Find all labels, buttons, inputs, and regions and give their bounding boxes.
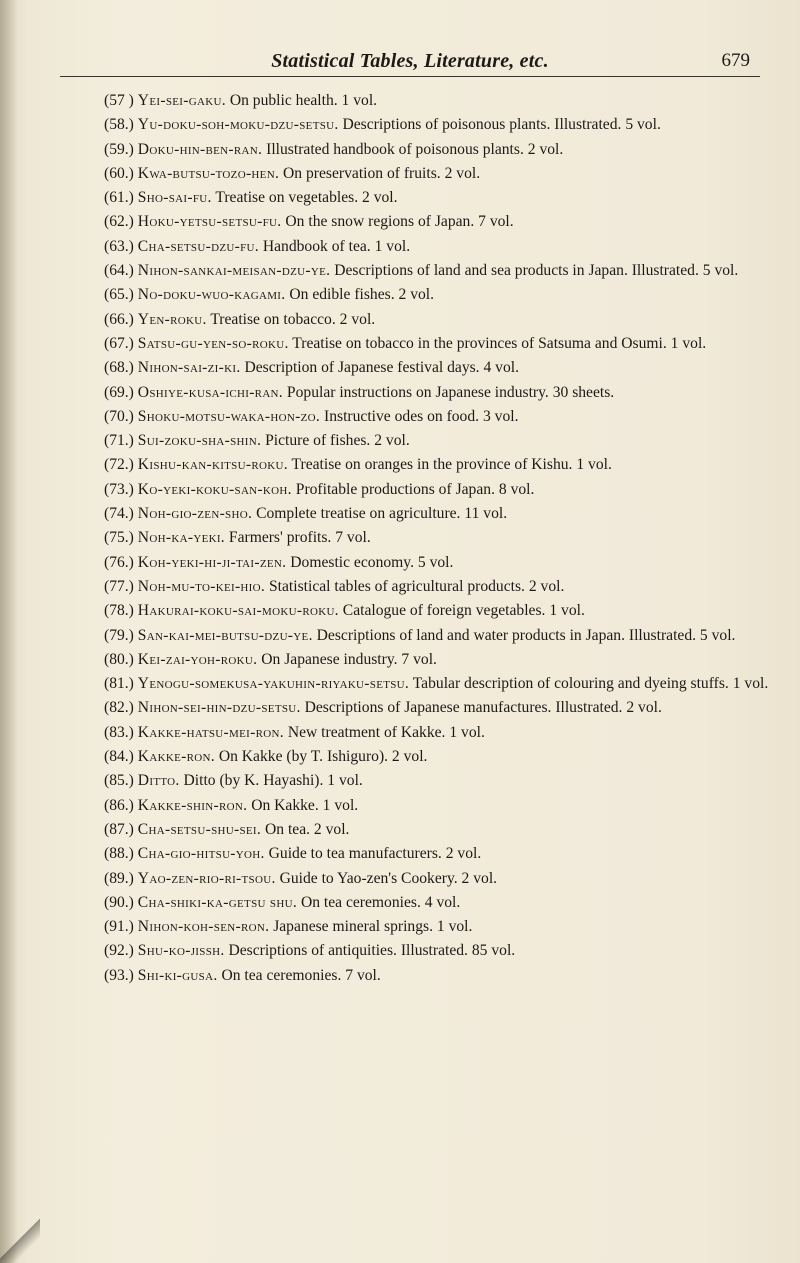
entry-number: (86.) bbox=[104, 796, 134, 814]
list-item bbox=[78, 382, 774, 403]
entry-description: Ditto (by K. Hayashi). 1 vol. bbox=[183, 772, 363, 790]
entry-number: (57 ) bbox=[104, 92, 134, 109]
entry-title: Shoku-motsu-waka-hon-zo. bbox=[137, 407, 321, 425]
entry-title: Kakke-ron. bbox=[137, 748, 215, 766]
entry-title: Ditto. bbox=[137, 772, 180, 790]
list-item bbox=[78, 697, 774, 718]
page-number: 679 bbox=[721, 50, 750, 71]
entry-number: (90.) bbox=[104, 893, 134, 911]
entry-title: Hakurai-koku-sai-moku-roku. bbox=[137, 602, 339, 620]
list-item bbox=[78, 236, 774, 257]
entry-number: (72.) bbox=[104, 456, 134, 474]
list-item bbox=[78, 940, 774, 961]
list-item bbox=[78, 357, 774, 378]
list-item bbox=[78, 795, 774, 816]
entry-description: Treatise on tobacco. 2 vol. bbox=[210, 310, 376, 328]
entry-number: (81.) bbox=[104, 675, 134, 693]
entry-number: (71.) bbox=[104, 432, 134, 450]
entry-number: (60.) bbox=[104, 164, 134, 182]
list-item bbox=[78, 284, 774, 305]
entry-description: Descriptions of land and water products in Japan. Illustrated. 5 vol. bbox=[316, 626, 736, 644]
entry-title: San-kai-mei-butsu-dzu-ye. bbox=[137, 626, 313, 644]
list-item bbox=[78, 770, 774, 791]
entry-description: Guide to Yao-zen's Cookery. 2 vol. bbox=[279, 869, 498, 887]
entry-number: (69.) bbox=[104, 383, 134, 401]
entry-number: (89.) bbox=[104, 869, 134, 887]
entry-number: (66.) bbox=[104, 310, 134, 328]
entry-number: (92.) bbox=[104, 942, 134, 960]
entry-description: Domestic economy. 5 vol. bbox=[290, 553, 454, 571]
list-item bbox=[78, 114, 774, 135]
entry-title: Shu-ko-jissh. bbox=[137, 942, 225, 960]
entry-title: Doku-hin-ben-ran. bbox=[137, 140, 263, 158]
entry-title: Yei-sei-gaku. bbox=[137, 92, 226, 109]
entry-title: Yen-roku. bbox=[137, 310, 207, 328]
entry-number: (58.) bbox=[104, 116, 134, 134]
entry-title: Nihon-sei-hin-dzu-setsu. bbox=[137, 699, 301, 717]
entry-description: Descriptions of Japanese manufactures. Illustrated. 2 vol. bbox=[304, 699, 662, 717]
list-item bbox=[78, 916, 774, 937]
entry-number: (79.) bbox=[104, 626, 134, 644]
entry-number: (84.) bbox=[104, 748, 134, 766]
list-item bbox=[78, 625, 774, 646]
entry-title: No-doku-wuo-kagami. bbox=[137, 286, 286, 304]
running-header bbox=[60, 46, 760, 77]
entry-title: Kishu-kan-kitsu-roku. bbox=[137, 456, 288, 474]
entry-title: Oshiye-kusa-ichi-ran. bbox=[137, 383, 284, 401]
entry-number: (88.) bbox=[104, 845, 134, 863]
entry-number: (74.) bbox=[104, 505, 134, 523]
entry-title: Koh-yeki-hi-ji-tai-zen. bbox=[137, 553, 287, 571]
entry-title: Shi-ki-gusa. bbox=[137, 966, 218, 984]
list-item bbox=[78, 479, 774, 500]
entry-list bbox=[78, 90, 774, 989]
entry-number: (70.) bbox=[104, 407, 134, 425]
entry-title: Nihon-koh-sen-ron. bbox=[137, 918, 270, 936]
entry-description: Descriptions of antiquities. Illustrated. 85 vol. bbox=[228, 942, 516, 960]
list-item bbox=[78, 843, 774, 864]
entry-title: Nihon-sai-zi-ki. bbox=[137, 359, 241, 377]
list-item bbox=[78, 503, 774, 524]
entry-description: On Japanese industry. 7 vol. bbox=[261, 650, 437, 668]
entry-description: Statistical tables of agricultural products. 2 vol. bbox=[269, 577, 565, 595]
entry-description: On edible fishes. 2 vol. bbox=[289, 286, 435, 304]
entry-title: Sho-sai-fu. bbox=[137, 189, 212, 207]
entry-number: (78.) bbox=[104, 602, 134, 620]
entry-title: Cha-setsu-dzu-fu. bbox=[137, 237, 259, 255]
list-item bbox=[78, 406, 774, 427]
entry-description: On public health. 1 vol. bbox=[229, 92, 378, 109]
entry-description: Catalogue of foreign vegetables. 1 vol. bbox=[342, 602, 585, 620]
entry-number: (67.) bbox=[104, 334, 134, 352]
page-corner-shadow bbox=[0, 1203, 40, 1263]
list-item bbox=[78, 552, 774, 573]
entry-number: (93.) bbox=[104, 966, 134, 984]
entry-description: On tea ceremonies. 4 vol. bbox=[300, 893, 461, 911]
entry-number: (91.) bbox=[104, 918, 134, 936]
list-item bbox=[78, 430, 774, 451]
entry-description: Treatise on oranges in the province of Kishu. 1 vol. bbox=[291, 456, 612, 474]
entry-number: (65.) bbox=[104, 286, 134, 304]
entry-number: (64.) bbox=[104, 262, 134, 280]
entry-description: Instructive odes on food. 3 vol. bbox=[324, 407, 519, 425]
entry-description: On the snow regions of Japan. 7 vol. bbox=[285, 213, 514, 231]
entry-number: (68.) bbox=[104, 359, 134, 377]
entry-description: Picture of fishes. 2 vol. bbox=[265, 432, 410, 450]
list-item bbox=[78, 139, 774, 160]
entry-title: Kakke-shin-ron. bbox=[137, 796, 248, 814]
binding-gutter-shadow bbox=[0, 0, 18, 1263]
entry-description: Japanese mineral springs. 1 vol. bbox=[273, 918, 473, 936]
entry-number: (83.) bbox=[104, 723, 134, 741]
entry-title: Ko-yeki-koku-san-koh. bbox=[137, 480, 292, 498]
list-item bbox=[78, 673, 774, 694]
entry-description: Treatise on tobacco in the provinces of Satsuma and Osumi. 1 vol. bbox=[292, 334, 707, 352]
entry-description: On Kakke. 1 vol. bbox=[251, 796, 359, 814]
entry-description: On Kakke (by T. Ishiguro). 2 vol. bbox=[218, 748, 428, 766]
entry-title: Kwa-butsu-tozo-hen. bbox=[137, 164, 280, 182]
list-item bbox=[78, 722, 774, 743]
entry-title: Hoku-yetsu-setsu-fu. bbox=[137, 213, 282, 231]
entry-title: Kakke-hatsu-mei-ron. bbox=[137, 723, 284, 741]
entry-title: Sui-zoku-sha-shin. bbox=[137, 432, 262, 450]
entry-title: Yenogu-somekusa-yakuhin-riyaku-setsu. bbox=[137, 675, 410, 693]
entry-description: Description of Japanese festival days. 4 vol. bbox=[244, 359, 520, 377]
entry-description: Complete treatise on agriculture. 11 vol. bbox=[256, 505, 508, 523]
entry-title: Cha-shiki-ka-getsu shu. bbox=[137, 893, 298, 911]
entry-title: Cha-setsu-shu-sei. bbox=[137, 820, 262, 838]
entry-number: (75.) bbox=[104, 529, 134, 547]
entry-number: (61.) bbox=[104, 189, 134, 207]
entry-number: (77.) bbox=[104, 577, 134, 595]
list-item bbox=[78, 868, 774, 889]
entry-title: Satsu-gu-yen-so-roku. bbox=[137, 334, 289, 352]
entry-number: (87.) bbox=[104, 820, 134, 838]
entry-number: (85.) bbox=[104, 772, 134, 790]
entry-description: On tea ceremonies. 7 vol. bbox=[221, 966, 381, 984]
list-item bbox=[78, 163, 774, 184]
list-item bbox=[78, 576, 774, 597]
list-item bbox=[78, 965, 774, 986]
list-item bbox=[78, 527, 774, 548]
entry-title: Yu-doku-soh-moku-dzu-setsu. bbox=[137, 116, 339, 134]
list-item bbox=[78, 309, 774, 330]
entry-description: Handbook of tea. 1 vol. bbox=[262, 237, 411, 255]
entry-number: (59.) bbox=[104, 140, 134, 158]
list-item bbox=[78, 892, 774, 913]
entry-description: Descriptions of land and sea products in Japan. Illustrated. 5 vol. bbox=[334, 262, 739, 280]
entry-description: Descriptions of poisonous plants. Illustrated. 5 vol. bbox=[342, 116, 661, 134]
entry-number: (80.) bbox=[104, 650, 134, 668]
list-item bbox=[78, 333, 774, 354]
entry-description: Profitable productions of Japan. 8 vol. bbox=[295, 480, 535, 498]
entry-number: (76.) bbox=[104, 553, 134, 571]
entry-title: Kei-zai-yoh-roku. bbox=[137, 650, 258, 668]
entry-description: Treatise on vegetables. 2 vol. bbox=[215, 189, 398, 207]
entry-number: (62.) bbox=[104, 213, 134, 231]
list-item bbox=[78, 454, 774, 475]
list-item bbox=[78, 90, 774, 111]
entry-number: (73.) bbox=[104, 480, 134, 498]
entry-description: Illustrated handbook of poisonous plants. 2 vol. bbox=[266, 140, 564, 158]
entry-number: (63.) bbox=[104, 237, 134, 255]
list-item bbox=[78, 649, 774, 670]
list-item bbox=[78, 260, 774, 281]
entry-title: Yao-zen-rio-ri-tsou. bbox=[137, 869, 276, 887]
entry-title: Nihon-sankai-meisan-dzu-ye. bbox=[137, 262, 331, 280]
entry-title: Cha-gio-hitsu-yoh. bbox=[137, 845, 265, 863]
entry-description: Guide to tea manufacturers. 2 vol. bbox=[268, 845, 482, 863]
entry-description: On preservation of fruits. 2 vol. bbox=[283, 164, 481, 182]
entry-title: Noh-gio-zen-sho. bbox=[137, 505, 253, 523]
list-item bbox=[78, 746, 774, 767]
entry-description: Tabular description of colouring and dyeing stuffs. 1 vol. bbox=[412, 675, 769, 693]
list-item bbox=[78, 819, 774, 840]
entry-description: Popular instructions on Japanese industry. 30 sheets. bbox=[286, 383, 615, 401]
entry-description: On tea. 2 vol. bbox=[265, 820, 350, 838]
entry-number: (82.) bbox=[104, 699, 134, 717]
entry-title: Noh-ka-yeki. bbox=[137, 529, 225, 547]
list-item bbox=[78, 600, 774, 621]
entry-title: Noh-mu-to-kei-hio. bbox=[137, 577, 266, 595]
entry-description: Farmers' profits. 7 vol. bbox=[228, 529, 371, 547]
entry-description: New treatment of Kakke. 1 vol. bbox=[287, 723, 485, 741]
list-item bbox=[78, 211, 774, 232]
running-title: Statistical Tables, Literature, etc. bbox=[271, 50, 549, 72]
list-item bbox=[78, 187, 774, 208]
